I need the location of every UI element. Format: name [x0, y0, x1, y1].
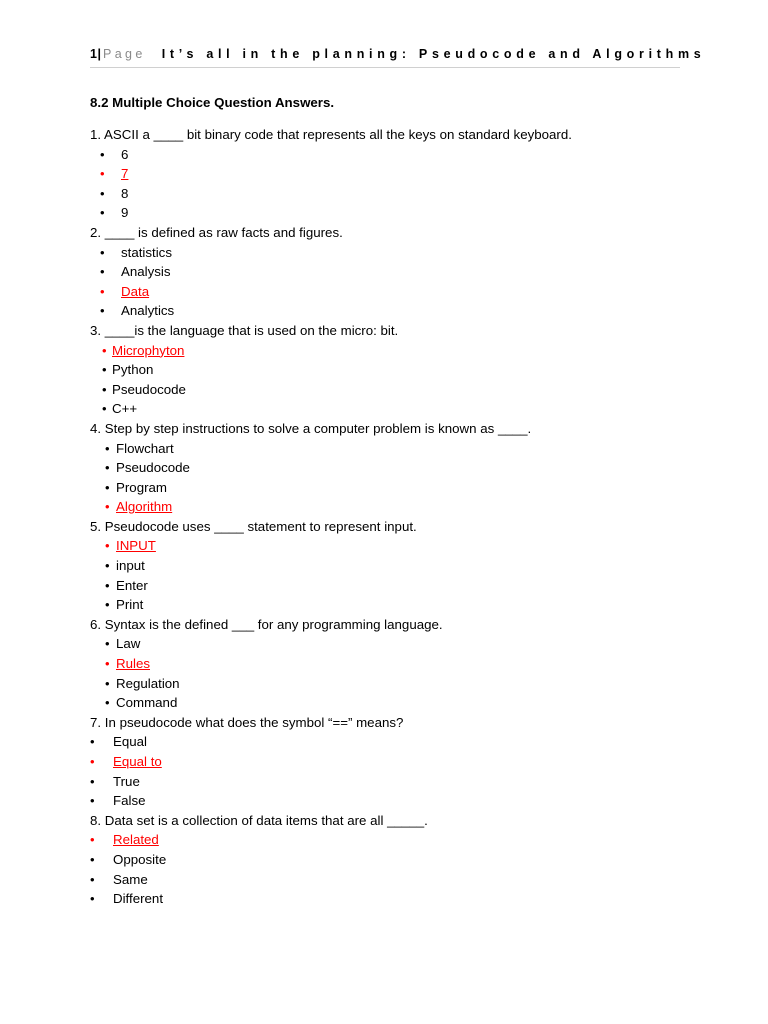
option-text: True — [113, 773, 140, 789]
answer-option — [90, 850, 690, 870]
option-text: Pseudocode — [112, 381, 186, 397]
option-text: INPUT — [116, 538, 156, 554]
bullet-icon: • — [105, 558, 110, 574]
bullet-icon: • — [105, 656, 110, 672]
answer-option — [90, 145, 690, 165]
option-text: Print — [116, 597, 144, 613]
bullet-icon: • — [100, 205, 105, 221]
option-text: Python — [112, 362, 154, 378]
answer-option — [90, 458, 690, 478]
bullet-icon: • — [105, 538, 110, 554]
answer-option-correct — [90, 497, 690, 517]
bullet-icon: • — [100, 146, 105, 162]
option-text: 8 — [121, 185, 129, 201]
answer-option — [90, 732, 690, 752]
option-text: Flowchart — [116, 440, 174, 456]
option-text: Regulation — [116, 675, 180, 691]
bullet-icon: • — [105, 440, 110, 456]
bullet-icon: • — [105, 597, 110, 613]
bullet-icon: • — [100, 166, 105, 182]
question-4: 4. Step by step instructions to solve a computer problem is known as ____. — [90, 420, 532, 436]
bullet-icon: • — [100, 283, 105, 299]
option-text: 9 — [121, 205, 129, 221]
answer-option — [90, 556, 690, 576]
option-text: Data — [121, 283, 150, 299]
bullet-icon: • — [100, 303, 105, 319]
answer-option — [90, 399, 690, 419]
bullet-icon: • — [90, 871, 95, 887]
bullet-icon: • — [90, 891, 95, 907]
option-text: 6 — [121, 146, 129, 162]
bullet-icon: • — [90, 773, 95, 789]
answer-option — [90, 380, 690, 400]
question-7: 7. In pseudocode what does the symbol “==” means? — [90, 714, 404, 730]
answer-option — [90, 301, 690, 321]
answer-option-correct — [90, 654, 690, 674]
option-text: Law — [116, 636, 141, 652]
answer-option — [90, 634, 690, 654]
answer-option — [90, 595, 690, 615]
answer-option-correct — [90, 164, 690, 184]
answer-option — [90, 870, 690, 890]
option-text: C++ — [112, 401, 138, 417]
bullet-icon: • — [102, 342, 107, 358]
answer-option — [90, 360, 690, 380]
answer-option — [90, 184, 690, 204]
page-word: Page — [102, 47, 146, 61]
document-body — [90, 94, 690, 909]
question-6: 6. Syntax is the defined ___ for any programming language. — [90, 616, 443, 632]
header-title: It’s all in the planning: Pseudocode and Algorithms — [161, 47, 706, 61]
answer-option — [90, 576, 690, 596]
option-text: False — [113, 793, 146, 809]
question-list — [90, 125, 690, 909]
option-text: Different — [113, 891, 164, 907]
option-text: Related — [113, 832, 159, 848]
bullet-icon: • — [105, 460, 110, 476]
option-text: Same — [113, 871, 148, 887]
answer-option — [90, 693, 690, 713]
answer-option — [90, 772, 690, 792]
bullet-icon: • — [102, 362, 107, 378]
bullet-icon: • — [90, 832, 95, 848]
option-text: statistics — [121, 244, 172, 260]
option-text: Pseudocode — [116, 460, 190, 476]
question-3: 3. ____is the language that is used on the micro: bit. — [90, 322, 399, 338]
option-text: Algorithm — [116, 499, 173, 515]
bullet-icon: • — [105, 577, 110, 593]
question-2: 2. ____ is defined as raw facts and figures. — [90, 224, 343, 240]
option-text: Microphyton — [112, 342, 185, 358]
option-text: 7 — [121, 166, 129, 182]
bullet-icon: • — [90, 793, 95, 809]
option-text: Opposite — [113, 851, 167, 867]
bullet-icon: • — [105, 479, 110, 495]
question-5: 5. Pseudocode uses ____ statement to represent input. — [90, 518, 417, 534]
answer-option — [90, 478, 690, 498]
answer-option — [90, 243, 690, 263]
answer-option-correct — [90, 341, 690, 361]
bullet-icon: • — [90, 754, 95, 769]
answer-option — [90, 203, 690, 223]
answer-option-correct — [90, 536, 690, 556]
bullet-icon: • — [102, 401, 107, 417]
option-text: Equal — [113, 734, 148, 750]
page-number: 1 — [90, 47, 98, 61]
bullet-icon: • — [90, 851, 95, 867]
section-heading: 8.2 Multiple Choice Question Answers. — [90, 95, 335, 110]
option-text: Program — [116, 479, 167, 495]
bullet-icon: • — [100, 264, 105, 280]
answer-option — [90, 262, 690, 282]
bullet-icon: • — [105, 675, 110, 691]
question-8: 8. Data set is a collection of data items that are all _____. — [90, 812, 428, 828]
question-1: 1. ASCII a ____ bit binary code that represents all the keys on standard keyboard. — [90, 127, 572, 142]
bullet-icon: • — [100, 185, 105, 201]
bullet-icon: • — [105, 499, 110, 515]
answer-option — [90, 439, 690, 459]
bullet-icon: • — [90, 734, 95, 750]
option-text: Command — [116, 695, 178, 711]
answer-option — [90, 674, 690, 694]
page-header — [90, 47, 706, 68]
answer-option-correct — [90, 830, 690, 850]
bullet-icon: • — [105, 636, 110, 652]
bullet-icon: • — [100, 244, 105, 260]
answer-option-correct — [90, 282, 690, 302]
header-separator: | — [97, 47, 101, 61]
option-text: Equal to — [113, 754, 162, 769]
option-text: Analysis — [121, 264, 171, 280]
option-text: Enter — [116, 577, 148, 593]
answer-option-correct — [90, 752, 690, 772]
answer-option — [90, 889, 690, 909]
option-text: Rules — [116, 656, 150, 672]
option-text: Analytics — [121, 303, 175, 319]
option-text: input — [116, 558, 145, 574]
answer-option — [90, 791, 690, 811]
bullet-icon: • — [105, 695, 110, 711]
bullet-icon: • — [102, 381, 107, 397]
